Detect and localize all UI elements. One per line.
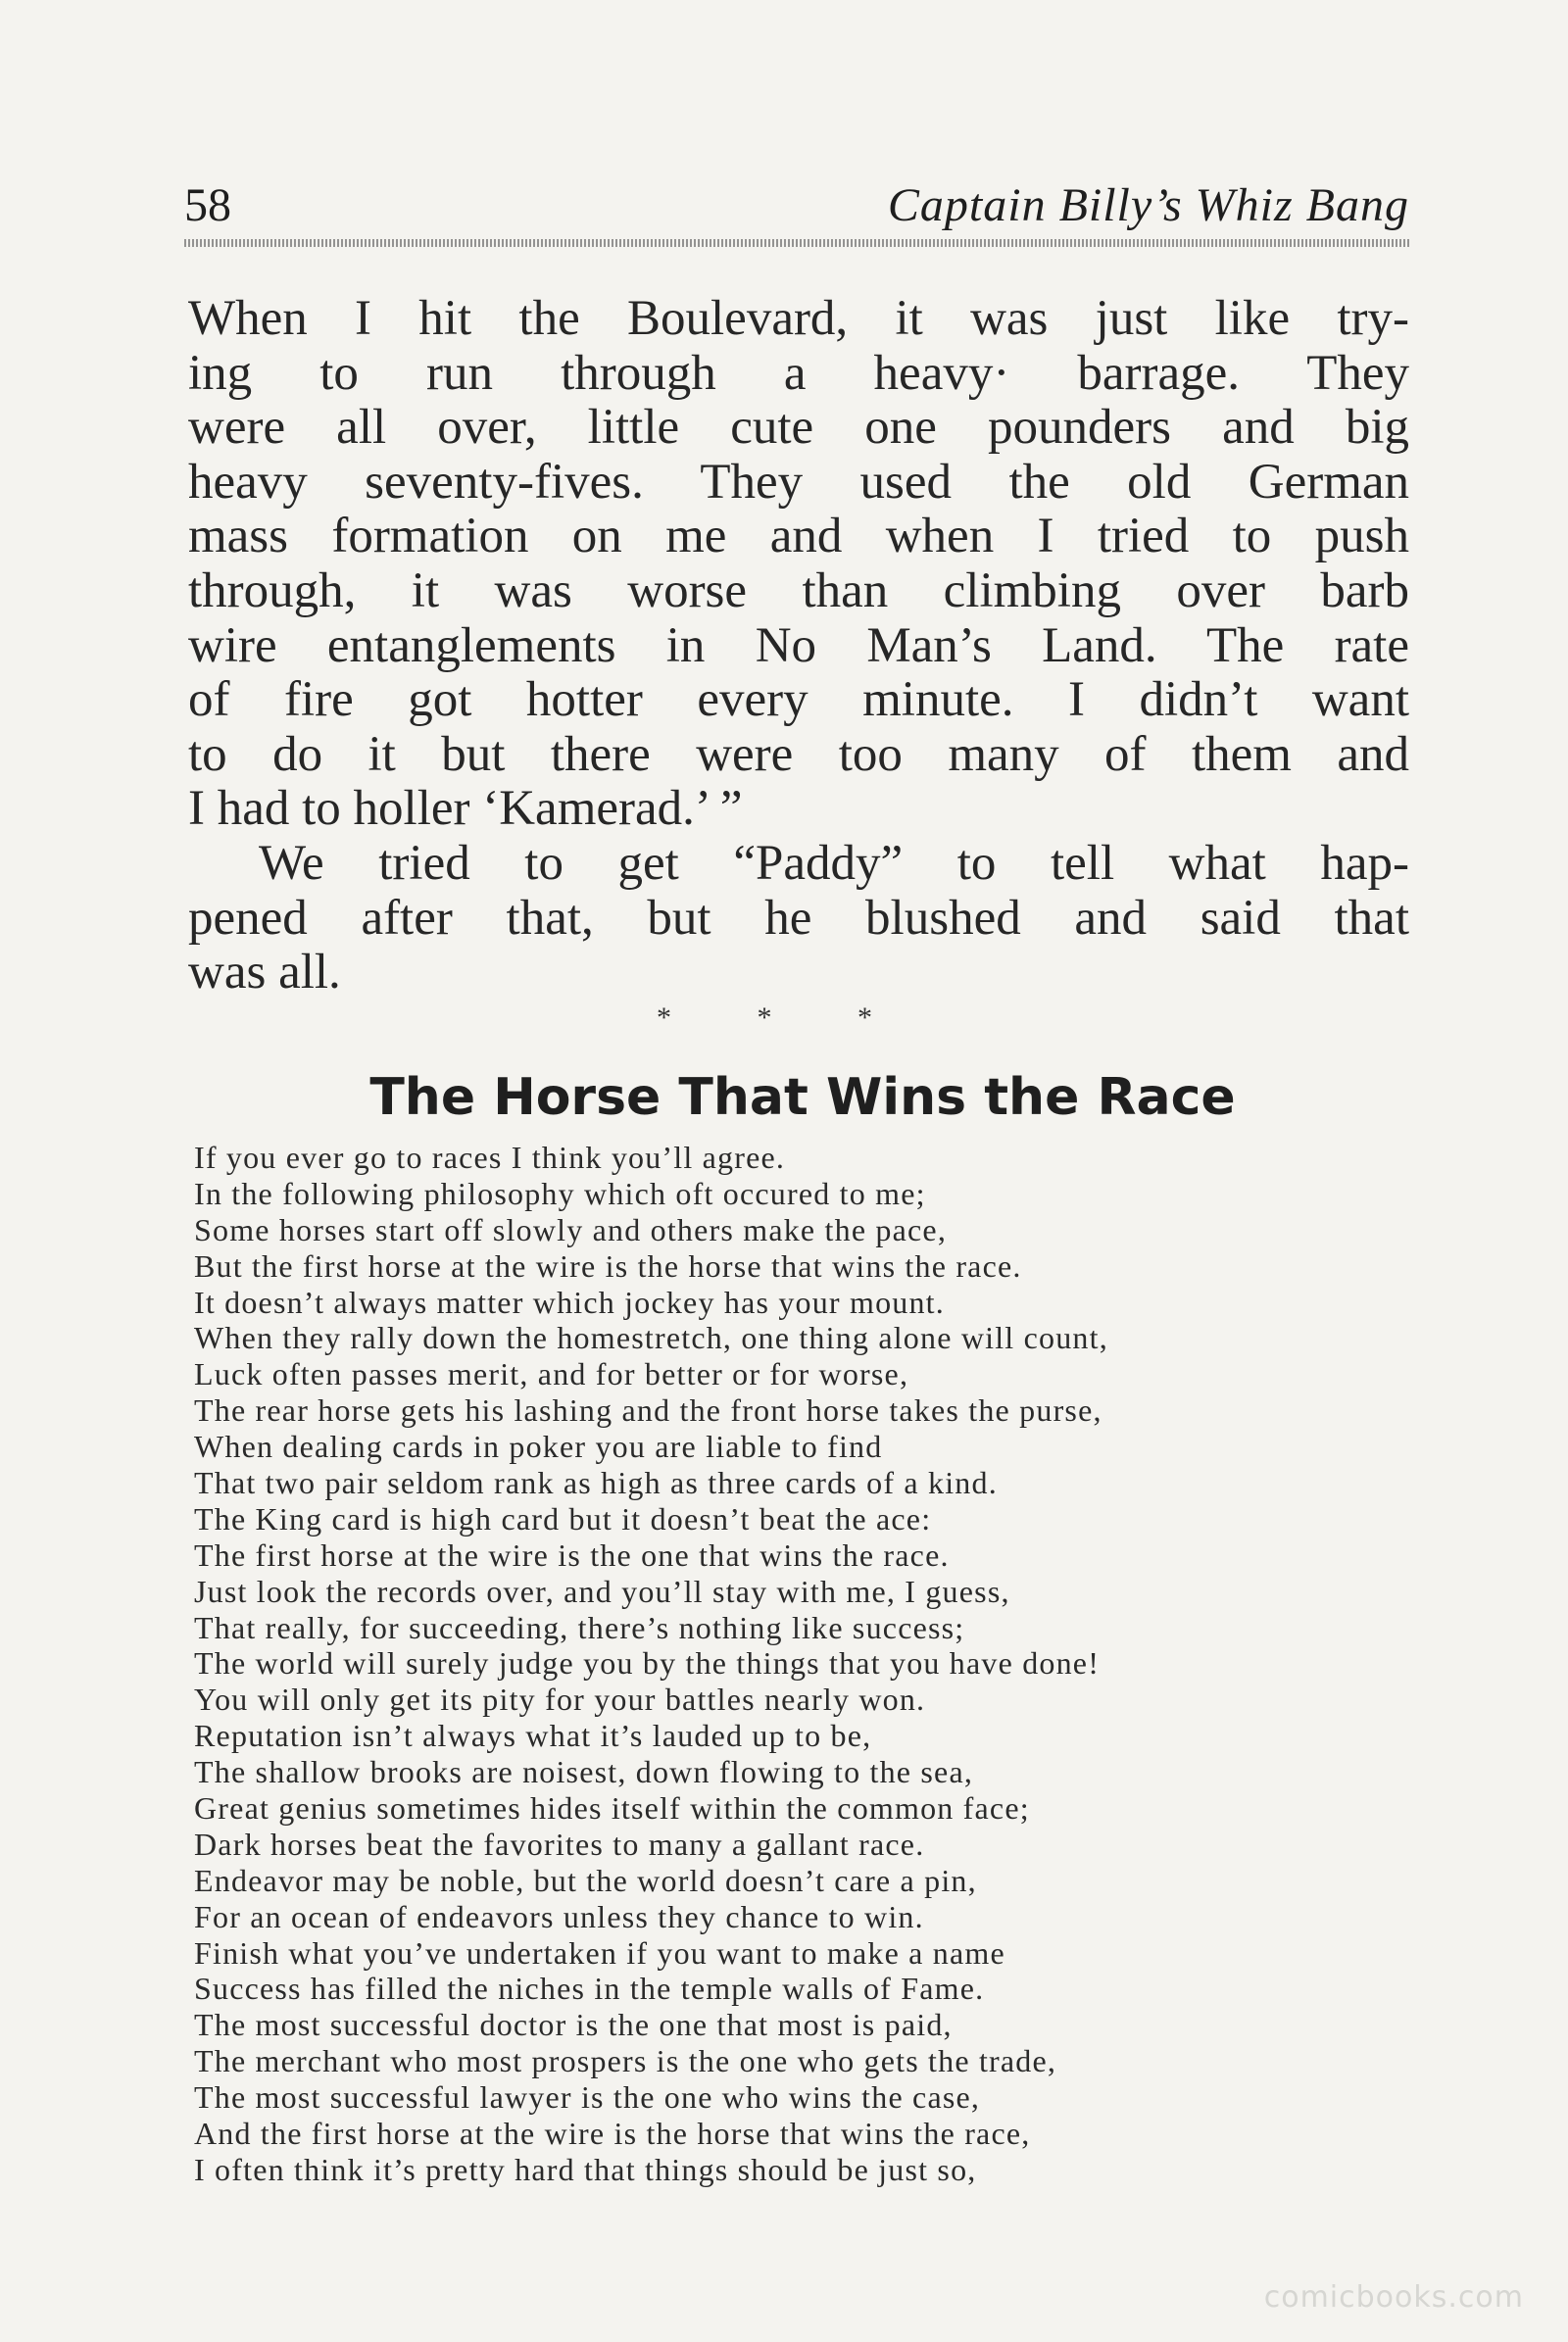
prose-line: heavy seventy-fives. They used the old German <box>188 454 1409 510</box>
prose-line: of fire got hotter every minute. I didn’t want <box>188 672 1409 728</box>
section-separator: * * * <box>657 1001 911 1034</box>
magazine-title: Captain Billy’s Whiz Bang <box>887 179 1409 231</box>
poem-line: The world will surely judge you by the things that you have done! <box>194 1645 1101 1682</box>
prose-block <box>188 292 1409 1000</box>
poem-line: The most successful doctor is the one that most is paid, <box>194 2007 953 2043</box>
prose-line: were all over, little cute one pounders and big <box>188 400 1409 456</box>
prose-line: When I hit the Boulevard, it was just like try- <box>188 291 1409 346</box>
poem-line: When dealing cards in poker you are liable to find <box>194 1429 883 1465</box>
poem-title: The Horse That Wins the Race <box>369 1068 1236 1127</box>
poem-line: Finish what you’ve undertaken if you want to make a name <box>194 1934 1005 1971</box>
page-number: 58 <box>184 179 231 231</box>
poem-line: Some horses start off slowly and others make the pace, <box>194 1211 948 1247</box>
poem-line: The merchant who most prospers is the one who gets the trade, <box>194 2043 1057 2079</box>
poem-line: Great genius sometimes hides itself within the common face; <box>194 1790 1030 1827</box>
poem-line: The most successful lawyer is the one who wins the case, <box>194 2079 981 2116</box>
header-rule <box>184 239 1409 247</box>
poem-line: For an ocean of endeavors unless they chance to win. <box>194 1898 924 1934</box>
poem-line: The rear horse gets his lashing and the front horse takes the purse, <box>194 1392 1102 1429</box>
poem-line: The King card is high card but it doesn’t beat the ace: <box>194 1500 932 1537</box>
poem-line: When they rally down the homestretch, one thing alone will count, <box>194 1320 1108 1356</box>
poem-line: It doesn’t always matter which jockey has your mount. <box>194 1284 945 1320</box>
prose-line: through, it was worse than climbing over barb <box>188 562 1409 618</box>
prose-line: wire entanglements in No Man’s Land. The rate <box>188 617 1409 673</box>
poem-line: That really, for succeeding, there’s nothing like success; <box>194 1609 965 1645</box>
poem-body <box>194 1140 1419 2188</box>
prose-line: was all. <box>188 945 341 1000</box>
watermark: comicbooks.com <box>1263 2280 1524 2315</box>
poem-line: The shallow brooks are noisest, down flowing to the sea, <box>194 1754 974 1790</box>
poem-line: If you ever go to races I think you’ll agree. <box>194 1140 786 1175</box>
poem-line: You will only get its pity for your battles nearly won. <box>194 1682 926 1718</box>
poem-line: Success has filled the niches in the temple walls of Fame. <box>194 1971 985 2007</box>
poem-line: Dark horses beat the favorites to many a gallant race. <box>194 1826 925 1862</box>
prose-line: We tried to get “Paddy” to tell what hap- <box>259 835 1409 891</box>
poem-line: In the following philosophy which oft occured to me; <box>194 1175 926 1211</box>
poem-line: I often think it’s pretty hard that things should be just so, <box>194 2151 977 2187</box>
poem-line: That two pair seldom rank as high as three cards of a kind. <box>194 1465 998 1501</box>
prose-line: pened after that, but he blushed and said that <box>188 890 1409 946</box>
prose-line: mass formation on me and when I tried to push <box>188 509 1409 564</box>
prose-line: ing to run through a heavy· barrage. They <box>188 345 1409 401</box>
poem-line: Luck often passes merit, and for better or for worse, <box>194 1356 909 1392</box>
prose-line: to do it but there were too many of them and <box>188 726 1409 782</box>
poem-line: And the first horse at the wire is the horse that wins the race, <box>194 2116 1031 2152</box>
running-header <box>184 176 1409 235</box>
poem-line: Reputation isn’t always what it’s lauded up to be, <box>194 1718 872 1754</box>
poem-line: Endeavor may be noble, but the world doesn’t care a pin, <box>194 1862 977 1898</box>
poem-line: The first horse at the wire is the one that wins the race. <box>194 1537 950 1573</box>
poem-line: Just look the records over, and you’ll stay with me, I guess, <box>194 1573 1010 1609</box>
poem-line: But the first horse at the wire is the horse that wins the race. <box>194 1247 1022 1284</box>
prose-line: I had to holler ‘Kamerad.’ ” <box>188 781 743 837</box>
